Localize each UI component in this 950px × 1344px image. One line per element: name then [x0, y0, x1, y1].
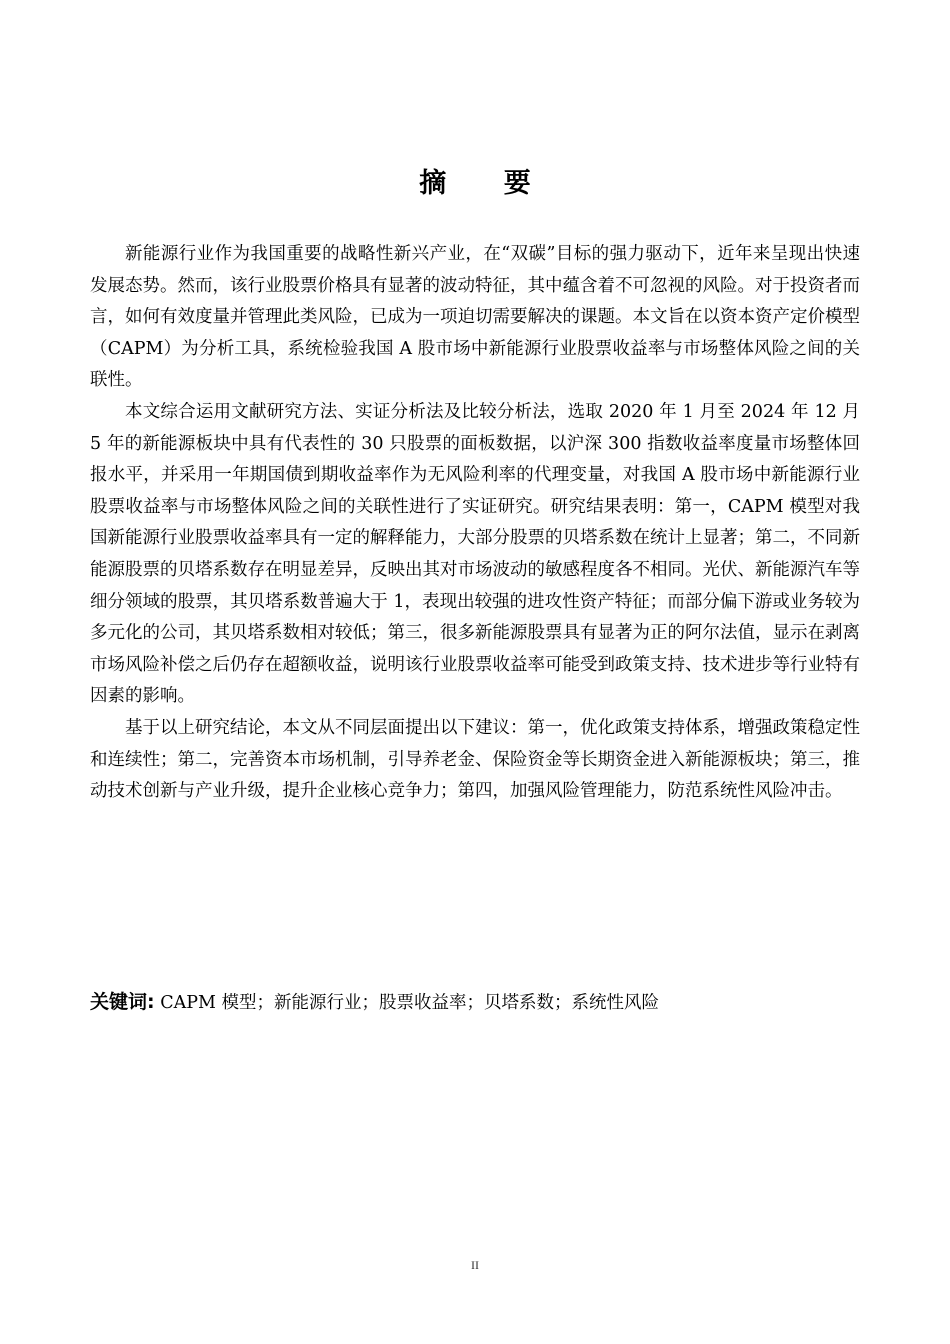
- abstract-body: [90, 239, 860, 808]
- page-title: 摘 要: [419, 168, 555, 200]
- keywords-text: CAPM 模型；新能源行业；股票收益率；贝塔系数；系统性风险: [160, 993, 659, 1013]
- keywords-label: 关键词:: [90, 991, 155, 1013]
- abstract-paragraph: 基于以上研究结论，本文从不同层面提出以下建议：第一，优化政策支持体系，增强政策稳定性和连续性；第二，完善资本市场机制，引导养老金、保险资金等长期资金进入新能源板块；第三，推动技术创新与产业升级，提升企业核心竞争力；第四，加强风险管理能力，防范系统性风险冲击。: [90, 717, 860, 802]
- abstract-paragraph: 本文综合运用文献研究方法、实证分析法及比较分析法，选取 2020 年 1 月至 2024 年 12 月 5 年的新能源板块中具有代表性的 30 只股票的面板数据，以沪深 300 指数收益率度量市场整体回报水平，并采用一年期国债到期收益率作为无风险利率的代理变量，对我国 A 股市场中新能源行业股票收益率与市场整体风险之间的关联性进行了实证研究。研究结果表明：第一，CAPM 模型对我国新能源行业股票收益率具有一定的解释能力，大部分股票的贝塔系数在统计上显著；第二，不同新能源股票的贝塔系数存在明显差异，反映出其对市场波动的敏感程度各不相同。光伏、新能源汽车等细分领域的股票，其贝塔系数普遍大于 1，表现出较强的进攻性资产特征；而部分偏下游或业务较为多元化的公司，其贝塔系数相对较低；第三，很多新能源股票具有显著为正的阿尔法值，显示在剥离市场风险补偿之后仍存在超额收益，说明该行业股票收益率可能受到政策支持、技术进步等行业特有因素的影响。: [90, 401, 860, 707]
- page-number: II: [471, 1258, 479, 1272]
- abstract-paragraph: 新能源行业作为我国重要的战略性新兴产业，在“双碳”目标的强力驱动下，近年来呈现出快速发展态势。然而，该行业股票价格具有显著的波动特征，其中蕴含着不可忽视的风险。对于投资者而言，如何有效度量并管理此类风险，已成为一项迫切需要解决的课题。本文旨在以资本资产定价模型（CAPM）为分析工具，系统检验我国 A 股市场中新能源行业股票收益率与市场整体风险之间的关联性。: [90, 244, 860, 391]
- keywords-line: [90, 986, 860, 1019]
